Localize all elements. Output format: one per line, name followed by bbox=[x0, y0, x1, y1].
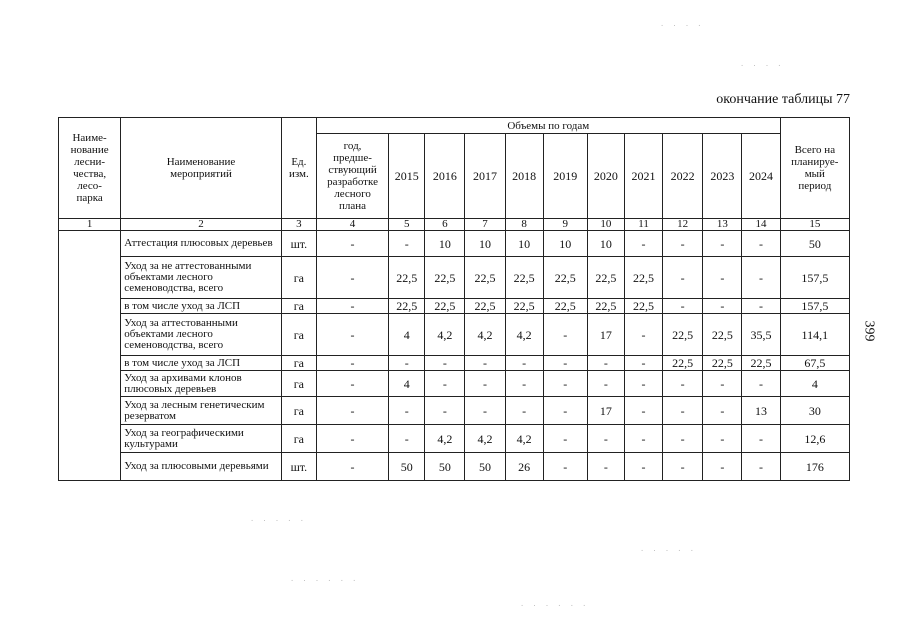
total-value: 12,6 bbox=[780, 425, 849, 453]
year-value: 10 bbox=[425, 231, 465, 257]
year-value: 35,5 bbox=[742, 314, 780, 356]
year-value: - bbox=[703, 299, 742, 314]
unit-cell: га bbox=[281, 425, 316, 453]
year-value: 4 bbox=[389, 314, 425, 356]
header-total: Всего на планируе- мый период bbox=[780, 118, 849, 219]
year-value: 22,5 bbox=[703, 356, 742, 371]
year-value: - bbox=[389, 356, 425, 371]
table-body bbox=[59, 231, 850, 481]
header-year: 2021 bbox=[624, 134, 662, 219]
year-value: 22,5 bbox=[587, 257, 624, 299]
year-value: - bbox=[663, 453, 703, 481]
year-value: - bbox=[663, 397, 703, 425]
year-value: - bbox=[505, 371, 543, 397]
column-number: 4 bbox=[316, 219, 388, 231]
total-value: 157,5 bbox=[780, 299, 849, 314]
unit-cell: га bbox=[281, 299, 316, 314]
year-value: 4,2 bbox=[425, 314, 465, 356]
year-value: 22,5 bbox=[663, 314, 703, 356]
total-value: 157,5 bbox=[780, 257, 849, 299]
column-number: 14 bbox=[742, 219, 780, 231]
year-value: - bbox=[389, 425, 425, 453]
year-value: 22,5 bbox=[624, 257, 662, 299]
activity-name: Уход за не аттестованными объектами лесного семеноводства, всего bbox=[121, 257, 282, 299]
column-number: 1 bbox=[59, 219, 121, 231]
column-number: 13 bbox=[703, 219, 742, 231]
total-value: 176 bbox=[780, 453, 849, 481]
year-value: - bbox=[425, 371, 465, 397]
activity-name: в том числе уход за ЛСП bbox=[121, 356, 282, 371]
activity-name: Уход за лесным генетическим резерватом bbox=[121, 397, 282, 425]
activity-name: Уход за аттестованными объектами лесного семеноводства, всего bbox=[121, 314, 282, 356]
year-value: - bbox=[663, 371, 703, 397]
column-number: 8 bbox=[505, 219, 543, 231]
year-value: - bbox=[742, 371, 780, 397]
year-value: 13 bbox=[742, 397, 780, 425]
year-value: - bbox=[425, 397, 465, 425]
year-value: - bbox=[425, 356, 465, 371]
scan-noise: . . . . bbox=[660, 20, 704, 28]
header-year: 2016 bbox=[425, 134, 465, 219]
year-value: 22,5 bbox=[425, 257, 465, 299]
year-value: 10 bbox=[465, 231, 505, 257]
year-value: - bbox=[543, 314, 587, 356]
year-value: 4,2 bbox=[465, 314, 505, 356]
year-value: 22,5 bbox=[465, 299, 505, 314]
year-value: 22,5 bbox=[389, 299, 425, 314]
header-year: 2023 bbox=[703, 134, 742, 219]
activity-name: в том числе уход за ЛСП bbox=[121, 299, 282, 314]
total-value: 50 bbox=[780, 231, 849, 257]
column-number: 11 bbox=[624, 219, 662, 231]
year-value: - bbox=[703, 425, 742, 453]
column-number: 9 bbox=[543, 219, 587, 231]
column-number: 12 bbox=[663, 219, 703, 231]
column-number: 10 bbox=[587, 219, 624, 231]
year-value: - bbox=[663, 425, 703, 453]
year-value: 22,5 bbox=[703, 314, 742, 356]
column-number: 2 bbox=[121, 219, 282, 231]
column-number: 15 bbox=[780, 219, 849, 231]
total-value: 67,5 bbox=[780, 356, 849, 371]
year-value: - bbox=[624, 425, 662, 453]
year-value: - bbox=[742, 453, 780, 481]
activity-name: Уход за географическими культурами bbox=[121, 425, 282, 453]
scan-noise: . . . . bbox=[740, 60, 784, 68]
year-value: 22,5 bbox=[425, 299, 465, 314]
scan-noise: . . . . . . bbox=[520, 600, 589, 608]
column-number: 3 bbox=[281, 219, 316, 231]
header-year: 2019 bbox=[543, 134, 587, 219]
column-number: 5 bbox=[389, 219, 425, 231]
year-value: 4,2 bbox=[465, 425, 505, 453]
prev-year-value: - bbox=[316, 231, 388, 257]
year-value: 50 bbox=[465, 453, 505, 481]
year-value: - bbox=[703, 453, 742, 481]
prev-year-value: - bbox=[316, 356, 388, 371]
year-value: 10 bbox=[505, 231, 543, 257]
header-forestry: Наиме- нование лесни- чества, лесо- парка bbox=[59, 118, 121, 219]
prev-year-value: - bbox=[316, 453, 388, 481]
year-value: 22,5 bbox=[543, 299, 587, 314]
prev-year-value: - bbox=[316, 397, 388, 425]
year-value: - bbox=[505, 397, 543, 425]
year-value: - bbox=[703, 231, 742, 257]
year-value: 17 bbox=[587, 314, 624, 356]
year-value: - bbox=[624, 231, 662, 257]
total-value: 30 bbox=[780, 397, 849, 425]
table-row bbox=[59, 453, 850, 481]
year-value: - bbox=[543, 397, 587, 425]
year-value: 10 bbox=[543, 231, 587, 257]
column-number: 7 bbox=[465, 219, 505, 231]
year-value: - bbox=[624, 397, 662, 425]
year-value: - bbox=[543, 453, 587, 481]
year-value: - bbox=[624, 371, 662, 397]
year-value: - bbox=[543, 371, 587, 397]
year-value: 22,5 bbox=[465, 257, 505, 299]
year-value: - bbox=[742, 425, 780, 453]
year-value: 22,5 bbox=[587, 299, 624, 314]
year-value: 10 bbox=[587, 231, 624, 257]
year-value: 22,5 bbox=[543, 257, 587, 299]
year-value: - bbox=[587, 356, 624, 371]
header-unit: Ед. изм. bbox=[281, 118, 316, 219]
year-value: 17 bbox=[587, 397, 624, 425]
header-year: 2022 bbox=[663, 134, 703, 219]
year-value: - bbox=[543, 425, 587, 453]
header-year: 2024 bbox=[742, 134, 780, 219]
year-value: - bbox=[742, 231, 780, 257]
year-value: - bbox=[389, 397, 425, 425]
total-value: 4 bbox=[780, 371, 849, 397]
year-value: - bbox=[624, 356, 662, 371]
year-value: - bbox=[465, 397, 505, 425]
header-volumes: Объемы по годам bbox=[316, 118, 780, 134]
year-value: - bbox=[663, 231, 703, 257]
unit-cell: шт. bbox=[281, 231, 316, 257]
header-year: 2020 bbox=[587, 134, 624, 219]
year-value: - bbox=[465, 371, 505, 397]
year-value: 22,5 bbox=[742, 356, 780, 371]
page-number: 399 bbox=[861, 320, 877, 342]
year-value: 4,2 bbox=[505, 425, 543, 453]
year-value: - bbox=[742, 257, 780, 299]
year-value: - bbox=[742, 299, 780, 314]
activity-name: Уход за плюсовыми деревьями bbox=[121, 453, 282, 481]
year-value: - bbox=[587, 371, 624, 397]
year-value: - bbox=[505, 356, 543, 371]
year-value: 50 bbox=[425, 453, 465, 481]
table-row bbox=[59, 257, 850, 299]
prev-year-value: - bbox=[316, 314, 388, 356]
prev-year-value: - bbox=[316, 425, 388, 453]
scan-noise: . . . . . . bbox=[290, 575, 359, 583]
table-row bbox=[59, 425, 850, 453]
year-value: 22,5 bbox=[389, 257, 425, 299]
year-value: 22,5 bbox=[505, 257, 543, 299]
unit-cell: га bbox=[281, 371, 316, 397]
unit-cell: га bbox=[281, 257, 316, 299]
year-value: 22,5 bbox=[624, 299, 662, 314]
activity-name: Аттестация плюсовых деревьев bbox=[121, 231, 282, 257]
year-value: - bbox=[389, 231, 425, 257]
year-value: 22,5 bbox=[505, 299, 543, 314]
unit-cell: га bbox=[281, 356, 316, 371]
year-value: - bbox=[703, 371, 742, 397]
year-value: 4 bbox=[389, 371, 425, 397]
year-value: - bbox=[587, 453, 624, 481]
header-prev-year: год, предше- ствующий разработке лесного плана bbox=[316, 134, 388, 219]
prev-year-value: - bbox=[316, 257, 388, 299]
prev-year-value: - bbox=[316, 299, 388, 314]
header-year: 2018 bbox=[505, 134, 543, 219]
year-value: 26 bbox=[505, 453, 543, 481]
forestry-cell bbox=[59, 231, 121, 481]
year-value: - bbox=[465, 356, 505, 371]
activities-table bbox=[58, 117, 850, 481]
header-year: 2017 bbox=[465, 134, 505, 219]
table-row bbox=[59, 299, 850, 314]
scan-noise: . . . . . bbox=[250, 515, 306, 523]
header-year: 2015 bbox=[389, 134, 425, 219]
unit-cell: шт. bbox=[281, 453, 316, 481]
unit-cell: га bbox=[281, 314, 316, 356]
year-value: - bbox=[624, 453, 662, 481]
year-value: 4,2 bbox=[425, 425, 465, 453]
year-value: - bbox=[624, 314, 662, 356]
column-number-row bbox=[59, 219, 850, 231]
header-activity: Наименование мероприятий bbox=[121, 118, 282, 219]
year-value: - bbox=[663, 299, 703, 314]
year-value: - bbox=[543, 356, 587, 371]
activity-name: Уход за архивами клонов плюсовых деревьев bbox=[121, 371, 282, 397]
year-value: 4,2 bbox=[505, 314, 543, 356]
prev-year-value: - bbox=[316, 371, 388, 397]
year-value: 50 bbox=[389, 453, 425, 481]
table-row bbox=[59, 231, 850, 257]
table-caption: окончание таблицы 77 bbox=[716, 92, 850, 107]
table-row bbox=[59, 356, 850, 371]
year-value: - bbox=[703, 397, 742, 425]
year-value: - bbox=[663, 257, 703, 299]
column-number: 6 bbox=[425, 219, 465, 231]
table-row bbox=[59, 314, 850, 356]
total-value: 114,1 bbox=[780, 314, 849, 356]
year-value: - bbox=[703, 257, 742, 299]
year-value: 22,5 bbox=[663, 356, 703, 371]
table-row bbox=[59, 397, 850, 425]
table-row bbox=[59, 371, 850, 397]
scan-noise: . . . . . bbox=[640, 545, 696, 553]
unit-cell: га bbox=[281, 397, 316, 425]
year-value: - bbox=[587, 425, 624, 453]
